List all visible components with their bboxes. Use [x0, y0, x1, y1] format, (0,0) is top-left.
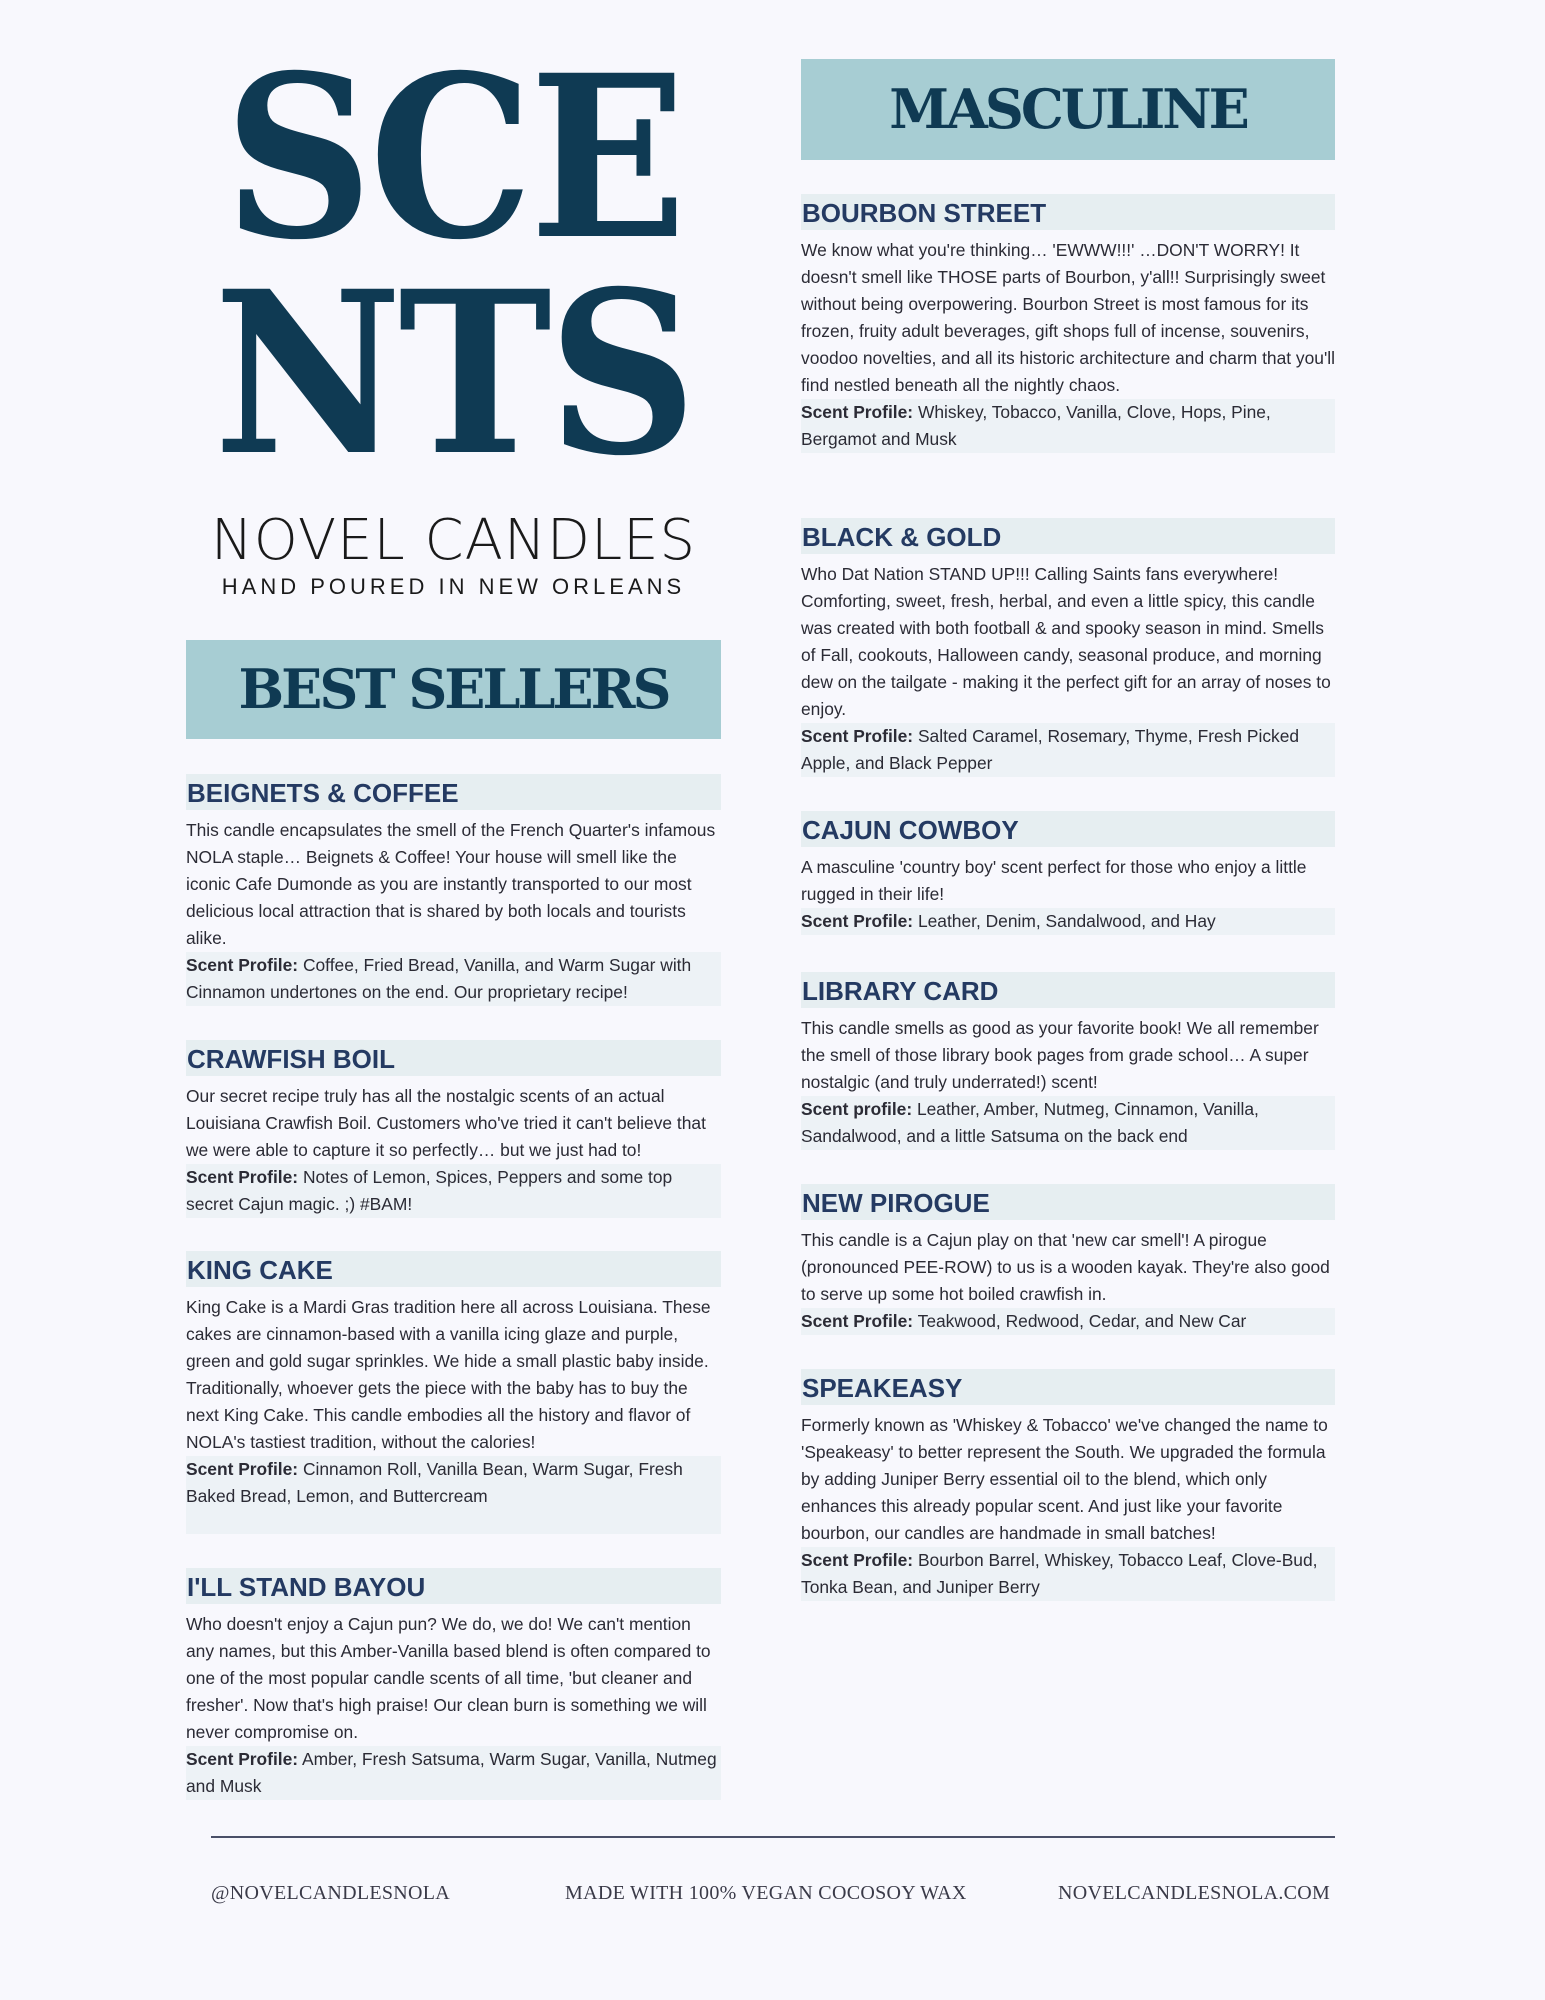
scent-name: NEW PIROGUE	[801, 1184, 1335, 1220]
scent-name: CAJUN COWBOY	[801, 811, 1335, 847]
scent-profile	[186, 1164, 721, 1218]
scent-description: Our secret recipe truly has all the nostalgic scents of an actual Louisiana Crawfish Boil. Customers who've tried it can't believe that we were able to capture it so perfectly… but we just had to!	[186, 1086, 706, 1160]
scent-profile-notes: Coffee, Fried Bread, Vanilla, and Warm Sugar with Cinnamon undertones on the end. Our proprietary recipe!	[186, 955, 692, 1002]
scent-profile-label: Scent Profile:	[186, 1459, 299, 1479]
brand-name: NOVEL CANDLES	[210, 508, 697, 573]
hero-title-line-2: NTS	[213, 242, 694, 505]
footer-divider	[211, 1836, 1335, 1838]
footer-website-link[interactable]: NOVELCANDLESNOLA.COM	[1058, 1882, 1331, 1904]
brand-tagline: HAND POURED IN NEW ORLEANS	[221, 574, 686, 599]
scent-crawfish-boil	[186, 1040, 721, 1218]
masculine-heading: MASCULINE	[801, 59, 1335, 160]
scent-profile-label: Scent Profile:	[186, 955, 299, 975]
scent-profile-label: Scent profile:	[801, 1099, 913, 1119]
scent-profile	[186, 1456, 721, 1534]
scent-profile-notes: Leather, Denim, Sandalwood, and Hay	[913, 911, 1216, 931]
scent-profile-notes: Notes of Lemon, Spices, Peppers and some top secret Cajun magic. ;) #BAM!	[186, 1167, 673, 1214]
scent-profile-notes: Salted Caramel, Rosemary, Thyme, Fresh Picked Apple, and Black Pepper	[801, 726, 1300, 773]
scent-profile	[801, 908, 1335, 935]
scent-name: LIBRARY CARD	[801, 972, 1335, 1008]
scent-new-pirogue	[801, 1184, 1335, 1335]
scent-profile-label: Scent Profile:	[186, 1749, 299, 1769]
scent-name: BEIGNETS & COFFEE	[186, 774, 721, 810]
scent-profile	[801, 1547, 1335, 1601]
scent-profile	[801, 1308, 1335, 1335]
scent-description: Who doesn't enjoy a Cajun pun? We do, we do! We can't mention any names, but this Amber-Vanilla based blend is often compared to one of the most popular candle scents of all time, 'but cleaner and fresher'. Now that's high praise! Our clean burn is something we will never compromise on.	[186, 1614, 711, 1742]
scent-profile-notes: Whiskey, Tobacco, Vanilla, Clove, Hops, Pine, Bergamot and Musk	[801, 402, 1271, 449]
best-sellers-heading: BEST SELLERS	[186, 640, 721, 739]
scent-beignets-coffee	[186, 774, 721, 1006]
hero-title-line-1: SCE	[224, 26, 683, 289]
scent-profile-label: Scent Profile:	[801, 911, 914, 931]
scent-profile	[186, 952, 721, 1006]
scent-description: A masculine 'country boy' scent perfect for those who enjoy a little rugged in their life!	[801, 857, 1307, 904]
scent-profile-label: Scent Profile:	[801, 726, 914, 746]
scent-profile	[801, 723, 1335, 777]
scent-cajun-cowboy	[801, 811, 1335, 935]
scent-profile-label: Scent Profile:	[801, 402, 914, 422]
scent-description: Formerly known as 'Whiskey & Tobacco' we've changed the name to 'Speakeasy' to better represent the South. We upgraded the formula by adding Juniper Berry essential oil to the blend, which only enhances this already popular scent. And just like your favorite bourbon, our candles are handmade in small batches!	[801, 1415, 1328, 1543]
scent-profile-notes: Teakwood, Redwood, Cedar, and New Car	[913, 1311, 1247, 1331]
scent-black-gold	[801, 518, 1335, 777]
footer-social-handle[interactable]: @NOVELCANDLESNOLA	[211, 1882, 451, 1904]
footer-wax-note: MADE WITH 100% VEGAN COCOSOY WAX	[565, 1882, 967, 1904]
scent-description: This candle encapsulates the smell of the French Quarter's infamous NOLA staple… Beignets & Coffee! Your house will smell like the iconic Cafe Dumonde as you are instantly transported to our most delicious local attraction that is shared by both locals and tourists alike.	[186, 820, 716, 948]
scent-king-cake	[186, 1251, 721, 1534]
scent-name: KING CAKE	[186, 1251, 721, 1287]
scent-profile-notes: Leather, Amber, Nutmeg, Cinnamon, Vanilla, Sandalwood, and a little Satsuma on the back end	[801, 1099, 1259, 1146]
scent-name: I'LL STAND BAYOU	[186, 1568, 721, 1604]
scent-ill-stand-bayou	[186, 1568, 721, 1800]
scent-name: CRAWFISH BOIL	[186, 1040, 721, 1076]
scent-description: Who Dat Nation STAND UP!!! Calling Saints fans everywhere! Comforting, sweet, fresh, herbal, and even a little spicy, this candle was created with both football & and spooky season in mind. Smells of Fall, cookouts, Halloween candy, seasonal produce, and morning dew on the tailgate - making it the perfect gift for an array of noses to enjoy.	[801, 564, 1331, 719]
scent-description: We know what you're thinking… 'EWWW!!!' …DON'T WORRY! It doesn't smell like THOSE parts of Bourbon, y'all!! Surprisingly sweet without being overpowering. Bourbon Street is most famous for its frozen, fruity adult beverages, gift shops full of incense, souvenirs, voodoo novelties, and all its historic architecture and charm that you'll find nestled beneath all the nightly chaos.	[801, 240, 1336, 395]
scent-profile	[186, 1746, 721, 1800]
scent-profile-label: Scent Profile:	[801, 1550, 914, 1570]
scent-description: This candle is a Cajun play on that 'new car smell'! A pirogue (pronounced PEE-ROW) to us is a wooden kayak. They're also good to serve up some hot boiled crawfish in.	[801, 1230, 1330, 1304]
scent-profile-notes: Cinnamon Roll, Vanilla Bean, Warm Sugar, Fresh Baked Bread, Lemon, and Buttercream	[186, 1459, 683, 1506]
scent-description: This candle smells as good as your favorite book! We all remember the smell of those library book pages from grade school… A super nostalgic (and truly underrated!) scent!	[801, 1018, 1319, 1092]
scent-bourbon-street	[801, 194, 1335, 453]
scent-profile	[801, 399, 1335, 453]
scent-profile	[801, 1096, 1335, 1150]
scent-description: King Cake is a Mardi Gras tradition here all across Louisiana. These cakes are cinnamon-based with a vanilla icing glaze and purple, green and gold sugar sprinkles. We hide a small plastic baby inside. Traditionally, whoever gets the piece with the baby has to buy the next King Cake. This candle embodies all the history and flavor of NOLA's tastiest tradition, without the calories!	[186, 1297, 711, 1452]
scent-name: SPEAKEASY	[801, 1369, 1335, 1405]
scent-speakeasy	[801, 1369, 1335, 1601]
scent-name: BOURBON STREET	[801, 194, 1335, 230]
scent-profile-notes: Amber, Fresh Satsuma, Warm Sugar, Vanilla, Nutmeg and Musk	[186, 1749, 717, 1796]
scent-profile-label: Scent Profile:	[186, 1167, 299, 1187]
scent-profile-notes: Bourbon Barrel, Whiskey, Tobacco Leaf, Clove-Bud, Tonka Bean, and Juniper Berry	[801, 1550, 1318, 1597]
scent-profile-label: Scent Profile:	[801, 1311, 914, 1331]
scent-library-card	[801, 972, 1335, 1150]
scent-name: BLACK & GOLD	[801, 518, 1335, 554]
